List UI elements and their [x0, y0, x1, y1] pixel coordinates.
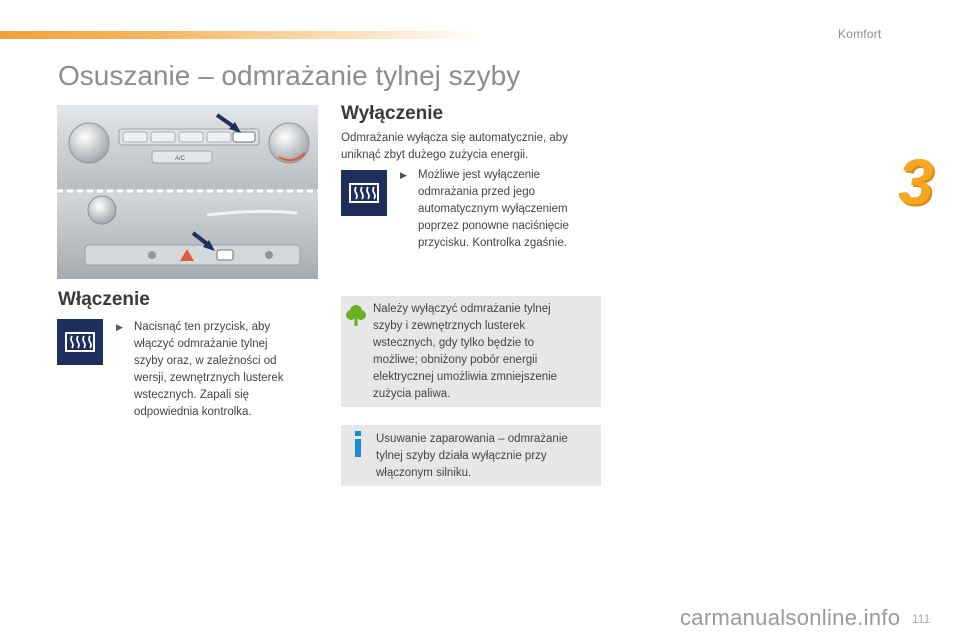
- header-color-bar: [0, 31, 480, 39]
- eco-note: Należy wyłączyć odmrażanie tylnej szyby i zewnętrznych lusterek wstecznych, gdy tylko będzie to możliwe; obniżony pobór energii elektrycznej umożliwia zmniejszenie zużycia paliwa.: [341, 296, 601, 407]
- info-note: Usuwanie zaparowania – odmrażanie tylnej szyby działa wyłącznie przy włączonym silniku.: [341, 425, 601, 486]
- rear-defrost-icon: [348, 180, 380, 206]
- leaf-icon: [345, 303, 367, 329]
- arrow-bullet-icon: ▶: [116, 322, 123, 332]
- on-instruction: ▶ Nacisnąć ten przycisk, aby włączyć odmrażanie tylnej szyby oraz, w zależności od wersji, zewnętrznych lusterek wstecznych. Zapali się odpowiednia kontrolka.: [116, 321, 284, 418]
- console-photo: [57, 105, 318, 279]
- rear-defrost-button-image: [57, 319, 103, 365]
- console-illustration: [57, 105, 318, 279]
- off-intro: Odmrażanie wyłącza się automatycznie, aby uniknąć zbyt dużego zużycia energii.: [341, 132, 568, 161]
- info-icon: [351, 431, 365, 457]
- rear-defrost-icon: [64, 329, 96, 355]
- page-title: Osuszanie – odmrażanie tylnej szyby: [58, 60, 521, 91]
- rear-defrost-button-image-2: [341, 170, 387, 216]
- watermark: carmanualsonline.info: [680, 605, 901, 630]
- off-heading: Wyłączenie: [341, 103, 444, 124]
- ac-label: A/C: [175, 156, 186, 162]
- chapter-number: 3: [898, 146, 934, 218]
- on-heading: Włączenie: [58, 289, 150, 310]
- page-number: 111: [912, 612, 931, 626]
- section-label: Komfort: [838, 27, 882, 41]
- arrow-bullet-icon: ▶: [400, 170, 407, 180]
- off-instruction: ▶ Możliwe jest wyłączenie odmrażania przed jego automatycznym wyłączeniem poprzez ponowne naciśnięcie przycisku. Kontrolka zgaśnie.: [400, 169, 569, 249]
